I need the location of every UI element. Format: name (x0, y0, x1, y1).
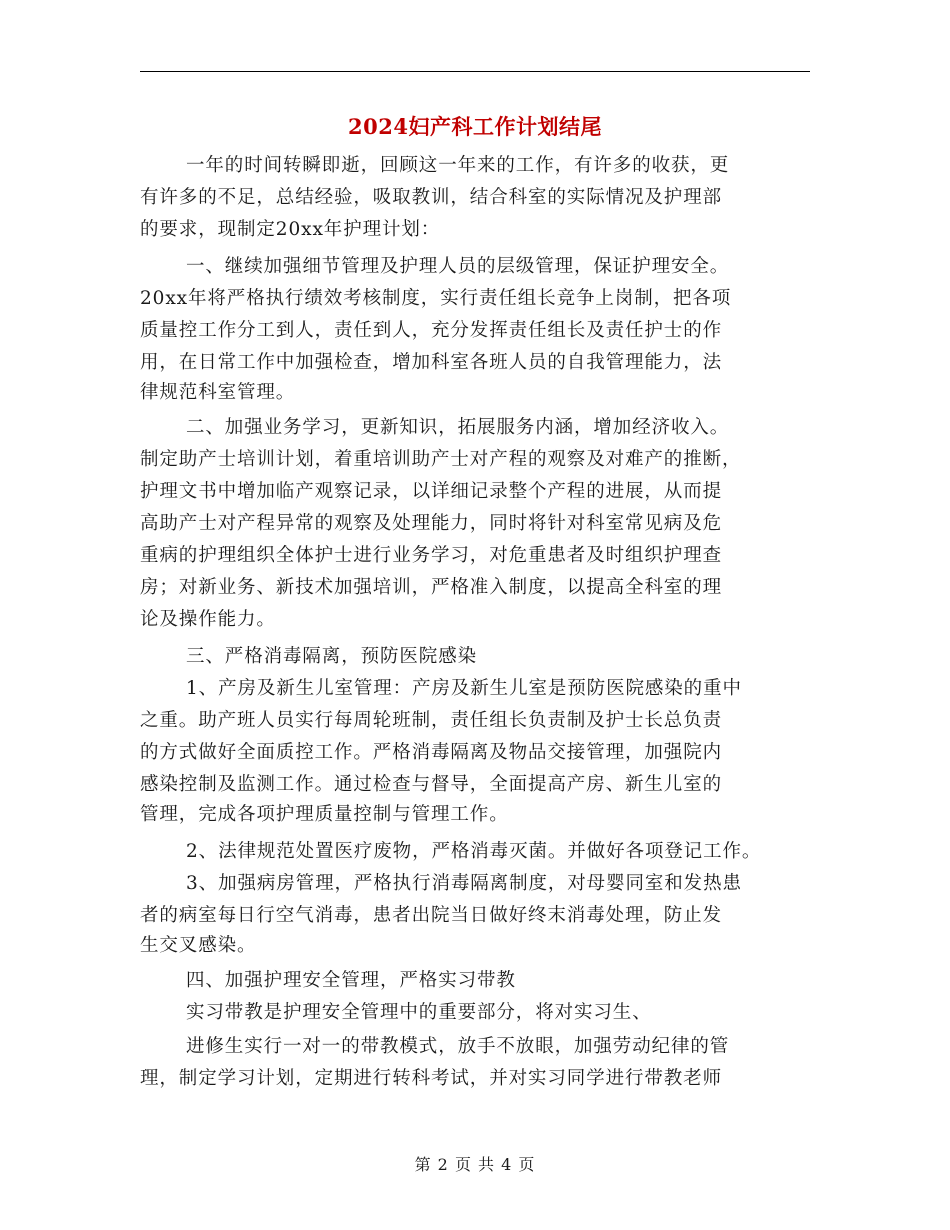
text-line: 论及操作能力。 (140, 609, 276, 630)
document-title: 2024妇产科工作计划结尾 (348, 114, 602, 139)
text-line: 律规范科室管理。 (140, 382, 296, 403)
text-line: 20xx年将严格执行绩效考核制度，实行责任组长竞争上岗制，把各项 (140, 288, 732, 309)
text-line: 一年的时间转瞬即逝，回顾这一年来的工作，有许多的收获，更 (186, 155, 730, 176)
text-line: 之重。助产班人员实行每周轮班制，责任组长负责制及护士长总负责 (140, 710, 723, 731)
text-line: 四、加强护理安全管理，严格实习带教 (186, 970, 516, 991)
text-line: 重病的护理组织全体护士进行业务学习，对危重患者及时组织护理查 (140, 545, 723, 566)
text-line: 三、严格消毒隔离，预防医院感染 (186, 646, 478, 667)
text-line: 进修生实行一对一的带教模式，放手不放眼，加强劳动纪律的管 (186, 1036, 730, 1057)
text-line: 有许多的不足，总结经验，吸取教训，结合科室的实际情况及护理部 (140, 187, 723, 208)
text-line: 生交叉感染。 (140, 935, 257, 956)
text-line: 房；对新业务、新技术加强培训，严格准入制度，以提高全科室的理 (140, 577, 723, 598)
text-line: 感染控制及监测工作。通过检查与督导，全面提高产房、新生儿室的 (140, 774, 723, 795)
text-line: 高助产士对产程异常的观察及处理能力，同时将针对科室常见病及危 (140, 513, 723, 534)
text-line: 理，制定学习计划，定期进行转科考试，并对实习同学进行带教老师 (140, 1068, 723, 1089)
text-line: 实习带教是护理安全管理中的重要部分，将对实习生、 (186, 1002, 652, 1023)
text-line: 管理，完成各项护理质量控制与管理工作。 (140, 804, 509, 825)
header-rule (140, 71, 810, 72)
text-line: 用，在日常工作中加强检查，增加科室各班人员的自我管理能力，法 (140, 352, 723, 373)
text-line: 2、法律规范处置医疗废物，严格消毒灭菌。并做好各项登记工作。 (186, 841, 762, 862)
text-line: 1、产房及新生儿室管理：产房及新生儿室是预防医院感染的重中 (186, 678, 742, 699)
text-line: 制定助产士培训计划，着重培训助产士对产程的观察及对难产的推断， (140, 449, 742, 470)
text-line: 二、加强业务学习，更新知识，拓展服务内涵，增加经济收入。 (186, 417, 730, 438)
text-line: 3、加强病房管理，严格执行消毒隔离制度，对母婴同室和发热患 (186, 873, 742, 894)
text-line: 质量控工作分工到人，责任到人，充分发挥责任组长及责任护士的作 (140, 320, 723, 341)
text-line: 的要求，现制定20xx年护理计划： (140, 219, 441, 240)
page-footer: 第 2 页 共 4 页 (414, 1155, 536, 1174)
text-line: 护理文书中增加临产观察记录，以详细记录整个产程的进展，从而提 (140, 481, 723, 502)
text-line: 一、继续加强细节管理及护理人员的层级管理，保证护理安全。 (186, 256, 730, 277)
text-line: 的方式做好全面质控工作。严格消毒隔离及物品交接管理，加强院内 (140, 742, 723, 763)
text-line: 者的病室每日行空气消毒，患者出院当日做好终末消毒处理，防止发 (140, 905, 723, 926)
